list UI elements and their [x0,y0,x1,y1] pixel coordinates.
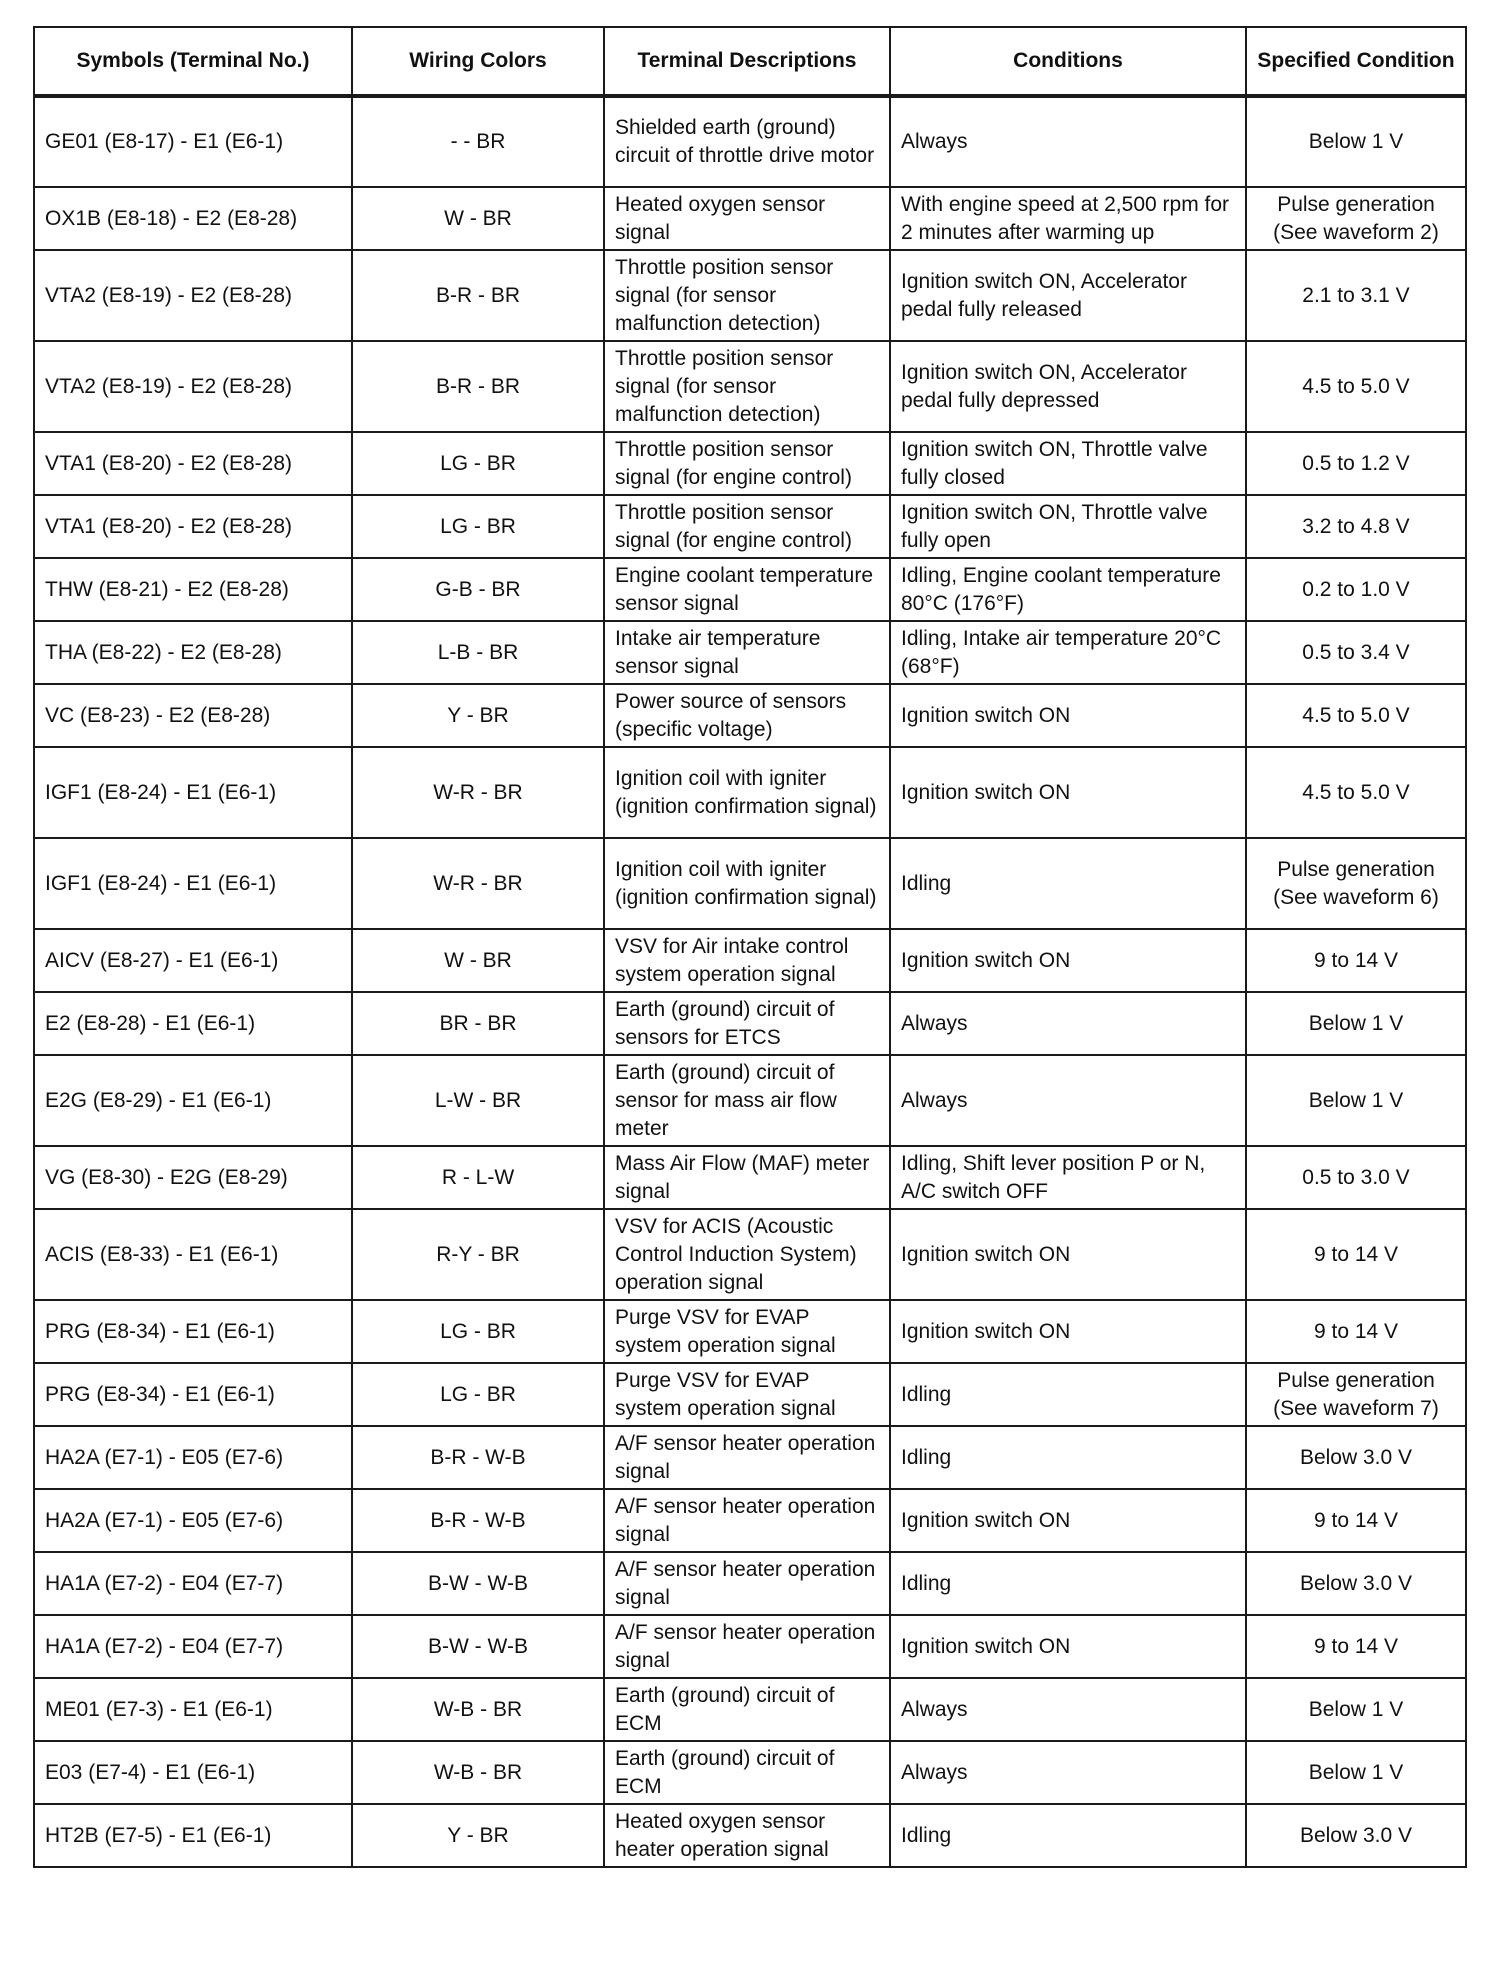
specified-condition-cell: Below 1 V [1246,992,1466,1055]
specified-condition-cell: Below 3.0 V [1246,1552,1466,1615]
terminal-symbol-cell: VTA1 (E8-20) - E2 (E8-28) [34,495,352,558]
terminal-description-cell: Engine coolant temperature sensor signal [604,558,890,621]
terminal-symbol-cell: VC (E8-23) - E2 (E8-28) [34,684,352,747]
wiring-color-cell: W-B - BR [352,1678,604,1741]
table-row [34,250,1466,341]
table-row [34,1300,1466,1363]
table-row [34,1489,1466,1552]
specified-condition-cell: 9 to 14 V [1246,1300,1466,1363]
specified-condition-cell: 9 to 14 V [1246,1615,1466,1678]
terminal-description-cell: Purge VSV for EVAP system operation signal [604,1363,890,1426]
table-row [34,1363,1466,1426]
table-row [34,1055,1466,1146]
terminal-description-cell: Throttle position sensor signal (for sensor malfunction detection) [604,250,890,341]
wiring-color-cell: G-B - BR [352,558,604,621]
condition-cell: With engine speed at 2,500 rpm for 2 minutes after warming up [890,187,1246,250]
terminal-description-cell: Purge VSV for EVAP system operation signal [604,1300,890,1363]
specified-condition-cell: Below 3.0 V [1246,1426,1466,1489]
wiring-color-cell: BR - BR [352,992,604,1055]
header-conditions: Conditions [890,27,1246,96]
wiring-color-cell: - - BR [352,96,604,187]
condition-cell: Ignition switch ON [890,747,1246,838]
table-body [34,96,1466,1867]
terminal-description-cell: Throttle position sensor signal (for sensor malfunction detection) [604,341,890,432]
terminal-symbol-cell: THW (E8-21) - E2 (E8-28) [34,558,352,621]
header-specified-condition: Specified Condition [1246,27,1466,96]
wiring-color-cell: B-W - W-B [352,1615,604,1678]
specified-condition-cell: 0.2 to 1.0 V [1246,558,1466,621]
specified-condition-cell: 9 to 14 V [1246,1489,1466,1552]
terminal-description-cell: Ignition coil with igniter (ignition confirmation signal) [604,838,890,929]
terminal-symbol-cell: VG (E8-30) - E2G (E8-29) [34,1146,352,1209]
specified-condition-cell: 0.5 to 3.4 V [1246,621,1466,684]
terminal-description-cell: A/F sensor heater operation signal [604,1615,890,1678]
table-row [34,992,1466,1055]
specified-condition-cell: Below 1 V [1246,96,1466,187]
wiring-color-cell: Y - BR [352,1804,604,1867]
wiring-color-cell: B-W - W-B [352,1552,604,1615]
condition-cell: Ignition switch ON [890,1300,1246,1363]
condition-cell: Ignition switch ON [890,1615,1246,1678]
terminal-symbol-cell: IGF1 (E8-24) - E1 (E6-1) [34,838,352,929]
header-symbols: Symbols (Terminal No.) [34,27,352,96]
wiring-color-cell: LG - BR [352,495,604,558]
specified-condition-cell: Below 1 V [1246,1055,1466,1146]
condition-cell: Ignition switch ON [890,1489,1246,1552]
wiring-color-cell: L-B - BR [352,621,604,684]
condition-cell: Ignition switch ON [890,929,1246,992]
terminal-symbol-cell: THA (E8-22) - E2 (E8-28) [34,621,352,684]
condition-cell: Idling, Shift lever position P or N, A/C switch OFF [890,1146,1246,1209]
condition-cell: Idling [890,1804,1246,1867]
terminal-description-cell: A/F sensor heater operation signal [604,1552,890,1615]
wiring-color-cell: B-R - W-B [352,1426,604,1489]
specified-condition-cell: 9 to 14 V [1246,1209,1466,1300]
condition-cell: Ignition switch ON, Accelerator pedal fully released [890,250,1246,341]
terminal-description-cell: Earth (ground) circuit of sensor for mass air flow meter [604,1055,890,1146]
terminal-description-cell: Shielded earth (ground) circuit of throttle drive motor [604,96,890,187]
wiring-color-cell: LG - BR [352,1300,604,1363]
terminal-symbol-cell: HA1A (E7-2) - E04 (E7-7) [34,1552,352,1615]
condition-cell: Always [890,992,1246,1055]
header-row [34,27,1466,96]
specified-condition-cell: 0.5 to 1.2 V [1246,432,1466,495]
wiring-color-cell: W-B - BR [352,1741,604,1804]
condition-cell: Always [890,1055,1246,1146]
terminal-symbol-cell: E03 (E7-4) - E1 (E6-1) [34,1741,352,1804]
terminal-symbol-cell: HA2A (E7-1) - E05 (E7-6) [34,1426,352,1489]
specified-condition-cell: Below 1 V [1246,1741,1466,1804]
wiring-color-cell: LG - BR [352,432,604,495]
terminal-symbol-cell: ME01 (E7-3) - E1 (E6-1) [34,1678,352,1741]
terminal-description-cell: Throttle position sensor signal (for engine control) [604,432,890,495]
condition-cell: Always [890,1678,1246,1741]
table-row [34,495,1466,558]
condition-cell: Idling, Engine coolant temperature 80°C (176°F) [890,558,1246,621]
terminal-symbol-cell: GE01 (E8-17) - E1 (E6-1) [34,96,352,187]
header-terminal-descriptions: Terminal Descriptions [604,27,890,96]
table-row [34,838,1466,929]
terminal-description-cell: Intake air temperature sensor signal [604,621,890,684]
terminal-symbol-cell: E2G (E8-29) - E1 (E6-1) [34,1055,352,1146]
terminal-symbol-cell: VTA1 (E8-20) - E2 (E8-28) [34,432,352,495]
terminal-symbol-cell: IGF1 (E8-24) - E1 (E6-1) [34,747,352,838]
terminal-symbol-cell: VTA2 (E8-19) - E2 (E8-28) [34,341,352,432]
table-row [34,96,1466,187]
wiring-color-cell: L-W - BR [352,1055,604,1146]
condition-cell: Ignition switch ON [890,1209,1246,1300]
table-row [34,929,1466,992]
terminal-inspection-table [33,26,1467,1868]
wiring-color-cell: W - BR [352,929,604,992]
wiring-color-cell: Y - BR [352,684,604,747]
terminal-symbol-cell: E2 (E8-28) - E1 (E6-1) [34,992,352,1055]
wiring-color-cell: B-R - BR [352,341,604,432]
terminal-symbol-cell: PRG (E8-34) - E1 (E6-1) [34,1363,352,1426]
specified-condition-cell: 9 to 14 V [1246,929,1466,992]
condition-cell: Idling [890,1363,1246,1426]
table-row [34,432,1466,495]
wiring-color-cell: R-Y - BR [352,1209,604,1300]
condition-cell: Idling [890,1552,1246,1615]
specified-condition-cell: Pulse generation (See waveform 7) [1246,1363,1466,1426]
terminal-description-cell: Earth (ground) circuit of sensors for ETCS [604,992,890,1055]
table-row [34,1426,1466,1489]
header-wiring-colors: Wiring Colors [352,27,604,96]
table-row [34,684,1466,747]
table-row [34,187,1466,250]
wiring-color-cell: LG - BR [352,1363,604,1426]
condition-cell: Ignition switch ON, Accelerator pedal fully depressed [890,341,1246,432]
condition-cell: Ignition switch ON, Throttle valve fully closed [890,432,1246,495]
wiring-color-cell: W - BR [352,187,604,250]
condition-cell: Ignition switch ON, Throttle valve fully open [890,495,1246,558]
specified-condition-cell: 4.5 to 5.0 V [1246,341,1466,432]
specified-condition-cell: Below 3.0 V [1246,1804,1466,1867]
terminal-symbol-cell: AICV (E8-27) - E1 (E6-1) [34,929,352,992]
wiring-color-cell: W-R - BR [352,838,604,929]
terminal-symbol-cell: PRG (E8-34) - E1 (E6-1) [34,1300,352,1363]
condition-cell: Idling [890,1426,1246,1489]
specified-condition-cell: 4.5 to 5.0 V [1246,747,1466,838]
terminal-description-cell: Heated oxygen sensor signal [604,187,890,250]
condition-cell: Idling, Intake air temperature 20°C (68°F) [890,621,1246,684]
table-row [34,621,1466,684]
terminal-description-cell: Mass Air Flow (MAF) meter signal [604,1146,890,1209]
terminal-description-cell: Heated oxygen sensor heater operation signal [604,1804,890,1867]
specified-condition-cell: 2.1 to 3.1 V [1246,250,1466,341]
table-row [34,1804,1466,1867]
table-row [34,558,1466,621]
terminal-symbol-cell: HT2B (E7-5) - E1 (E6-1) [34,1804,352,1867]
terminal-description-cell: Power source of sensors (specific voltage) [604,684,890,747]
table-row [34,747,1466,838]
table-row [34,1552,1466,1615]
terminal-description-cell: Earth (ground) circuit of ECM [604,1741,890,1804]
terminal-symbol-cell: HA1A (E7-2) - E04 (E7-7) [34,1615,352,1678]
table-row [34,1741,1466,1804]
table-row [34,341,1466,432]
terminal-description-cell: VSV for Air intake control system operation signal [604,929,890,992]
terminal-description-cell: Throttle position sensor signal (for engine control) [604,495,890,558]
condition-cell: Always [890,1741,1246,1804]
table-row [34,1615,1466,1678]
wiring-color-cell: B-R - BR [352,250,604,341]
terminal-symbol-cell: OX1B (E8-18) - E2 (E8-28) [34,187,352,250]
specified-condition-cell: 3.2 to 4.8 V [1246,495,1466,558]
terminal-description-cell: Ignition coil with igniter (ignition confirmation signal) [604,747,890,838]
wiring-color-cell: R - L-W [352,1146,604,1209]
terminal-description-cell: A/F sensor heater operation signal [604,1426,890,1489]
specified-condition-cell: Pulse generation (See waveform 2) [1246,187,1466,250]
condition-cell: Ignition switch ON [890,684,1246,747]
specified-condition-cell: Pulse generation (See waveform 6) [1246,838,1466,929]
table-row [34,1146,1466,1209]
terminal-symbol-cell: VTA2 (E8-19) - E2 (E8-28) [34,250,352,341]
specified-condition-cell: 4.5 to 5.0 V [1246,684,1466,747]
specified-condition-cell: Below 1 V [1246,1678,1466,1741]
wiring-color-cell: B-R - W-B [352,1489,604,1552]
wiring-color-cell: W-R - BR [352,747,604,838]
condition-cell: Idling [890,838,1246,929]
specified-condition-cell: 0.5 to 3.0 V [1246,1146,1466,1209]
table-row [34,1209,1466,1300]
terminal-symbol-cell: HA2A (E7-1) - E05 (E7-6) [34,1489,352,1552]
table-row [34,1678,1466,1741]
terminal-description-cell: VSV for ACIS (Acoustic Control Induction System) operation signal [604,1209,890,1300]
terminal-description-cell: Earth (ground) circuit of ECM [604,1678,890,1741]
condition-cell: Always [890,96,1246,187]
terminal-description-cell: A/F sensor heater operation signal [604,1489,890,1552]
terminal-symbol-cell: ACIS (E8-33) - E1 (E6-1) [34,1209,352,1300]
